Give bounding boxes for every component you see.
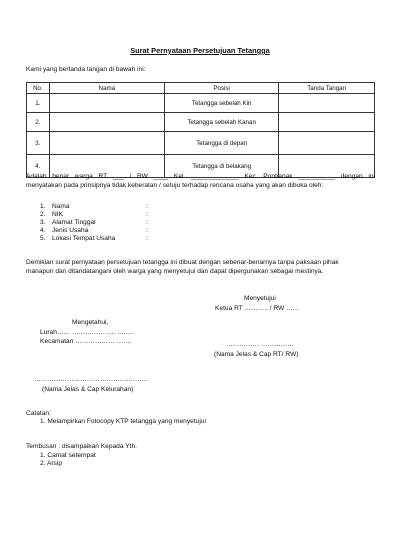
neighbors-table [26, 82, 375, 178]
field-colon: : [146, 219, 148, 226]
table-row [27, 113, 375, 132]
field-colon: : [146, 227, 148, 234]
row-tanda-tangan [279, 113, 375, 132]
row-tanda-tangan [279, 94, 375, 113]
copies-item: 2. Arsip [40, 460, 62, 467]
header-no: No. [27, 83, 50, 94]
closing-line-1: Demikian surat pernyataan persetujuan tetangga ini dibuat dengan sebenar-benarnya tanpa paksaan pihak [26, 259, 339, 266]
field-number: 1. [40, 203, 46, 210]
rt-rw-role: Ketua RT ……….. / RW …… [215, 305, 300, 312]
header-tanda-tangan: Tanda Tangan [279, 83, 375, 94]
field-label: Nama [52, 203, 70, 210]
row-no: 4. [27, 155, 50, 178]
table-header-row [27, 83, 375, 94]
field-number: 2. [40, 211, 46, 218]
table-row [27, 132, 375, 155]
copies-heading: Tembusan : disampaikan Kepada Yth. [26, 443, 137, 450]
acknowledgement-heading: Mengetahui, [72, 319, 109, 326]
intro-text: Kami yang bertanda tangan di bawah ini: [26, 66, 146, 73]
kelurahan-signature-dots: ……………………………………………. [34, 376, 148, 383]
row-posisi: Tetangga sebelah Kanan [164, 113, 278, 132]
row-nama [49, 94, 164, 113]
copies-item: 1. Camat setempat [40, 452, 96, 459]
row-posisi: Tetangga di depan [164, 132, 278, 155]
field-colon: : [146, 235, 148, 242]
field-number: 5. [40, 235, 46, 242]
rt-rw-signature-dots: …………… …………… [226, 341, 294, 348]
field-label: NIK [52, 211, 63, 218]
closing-line-2: manapun dan ditandatangani oleh warga yang menyetujui dan dapat dipergunakan sebagai mestinya. [26, 268, 324, 275]
document-title: Surat Pernyataan Persetujuan Tetangga [130, 46, 270, 55]
field-label: Jenis Usaha [52, 227, 89, 234]
statement-line-1: Adalah benar warga RT ___ / RW ____ Kel. _____________ Kec. Pontianak __________ dengan ini [26, 173, 375, 180]
header-nama: Nama [49, 83, 164, 94]
row-nama [49, 113, 164, 132]
rt-rw-signature-caption: (Nama Jelas & Cap RT/ RW) [214, 351, 299, 358]
notes-item: 1. Melampirkan Fotocopy KTP tetangga yang menyetujui [40, 418, 206, 425]
statement-line-2: menyatakan pada prinsipnya tidak keberatan / setuju terhadap rencana usaha yang akan dibuka oleh: [26, 182, 324, 189]
field-colon: : [146, 203, 148, 210]
lurah-line: Lurah…… ……………….. …….. [40, 329, 134, 336]
row-nama [49, 132, 164, 155]
row-no: 2. [27, 113, 50, 132]
kecamatan-line: Kecamatan ……………… ……. [40, 338, 132, 345]
table-row [27, 94, 375, 113]
field-label: Alamat Tinggal [52, 219, 96, 226]
field-number: 3. [40, 219, 46, 226]
row-posisi: Tetangga sebelah Kiri [164, 94, 278, 113]
row-posisi: Tetangga di belakang [164, 155, 278, 178]
field-colon: : [146, 211, 148, 218]
row-no: 3. [27, 132, 50, 155]
approval-heading: Menyetujui [244, 295, 276, 302]
field-number: 4. [40, 227, 46, 234]
field-label: Lokasi Tempat Usaha [52, 235, 116, 242]
notes-heading: Catatan: [26, 410, 51, 417]
row-tanda-tangan [279, 132, 375, 155]
row-no: 1. [27, 94, 50, 113]
header-posisi: Posisi [164, 83, 278, 94]
kelurahan-signature-caption: (Nama Jelas & Cap Kelurahan) [42, 386, 134, 393]
